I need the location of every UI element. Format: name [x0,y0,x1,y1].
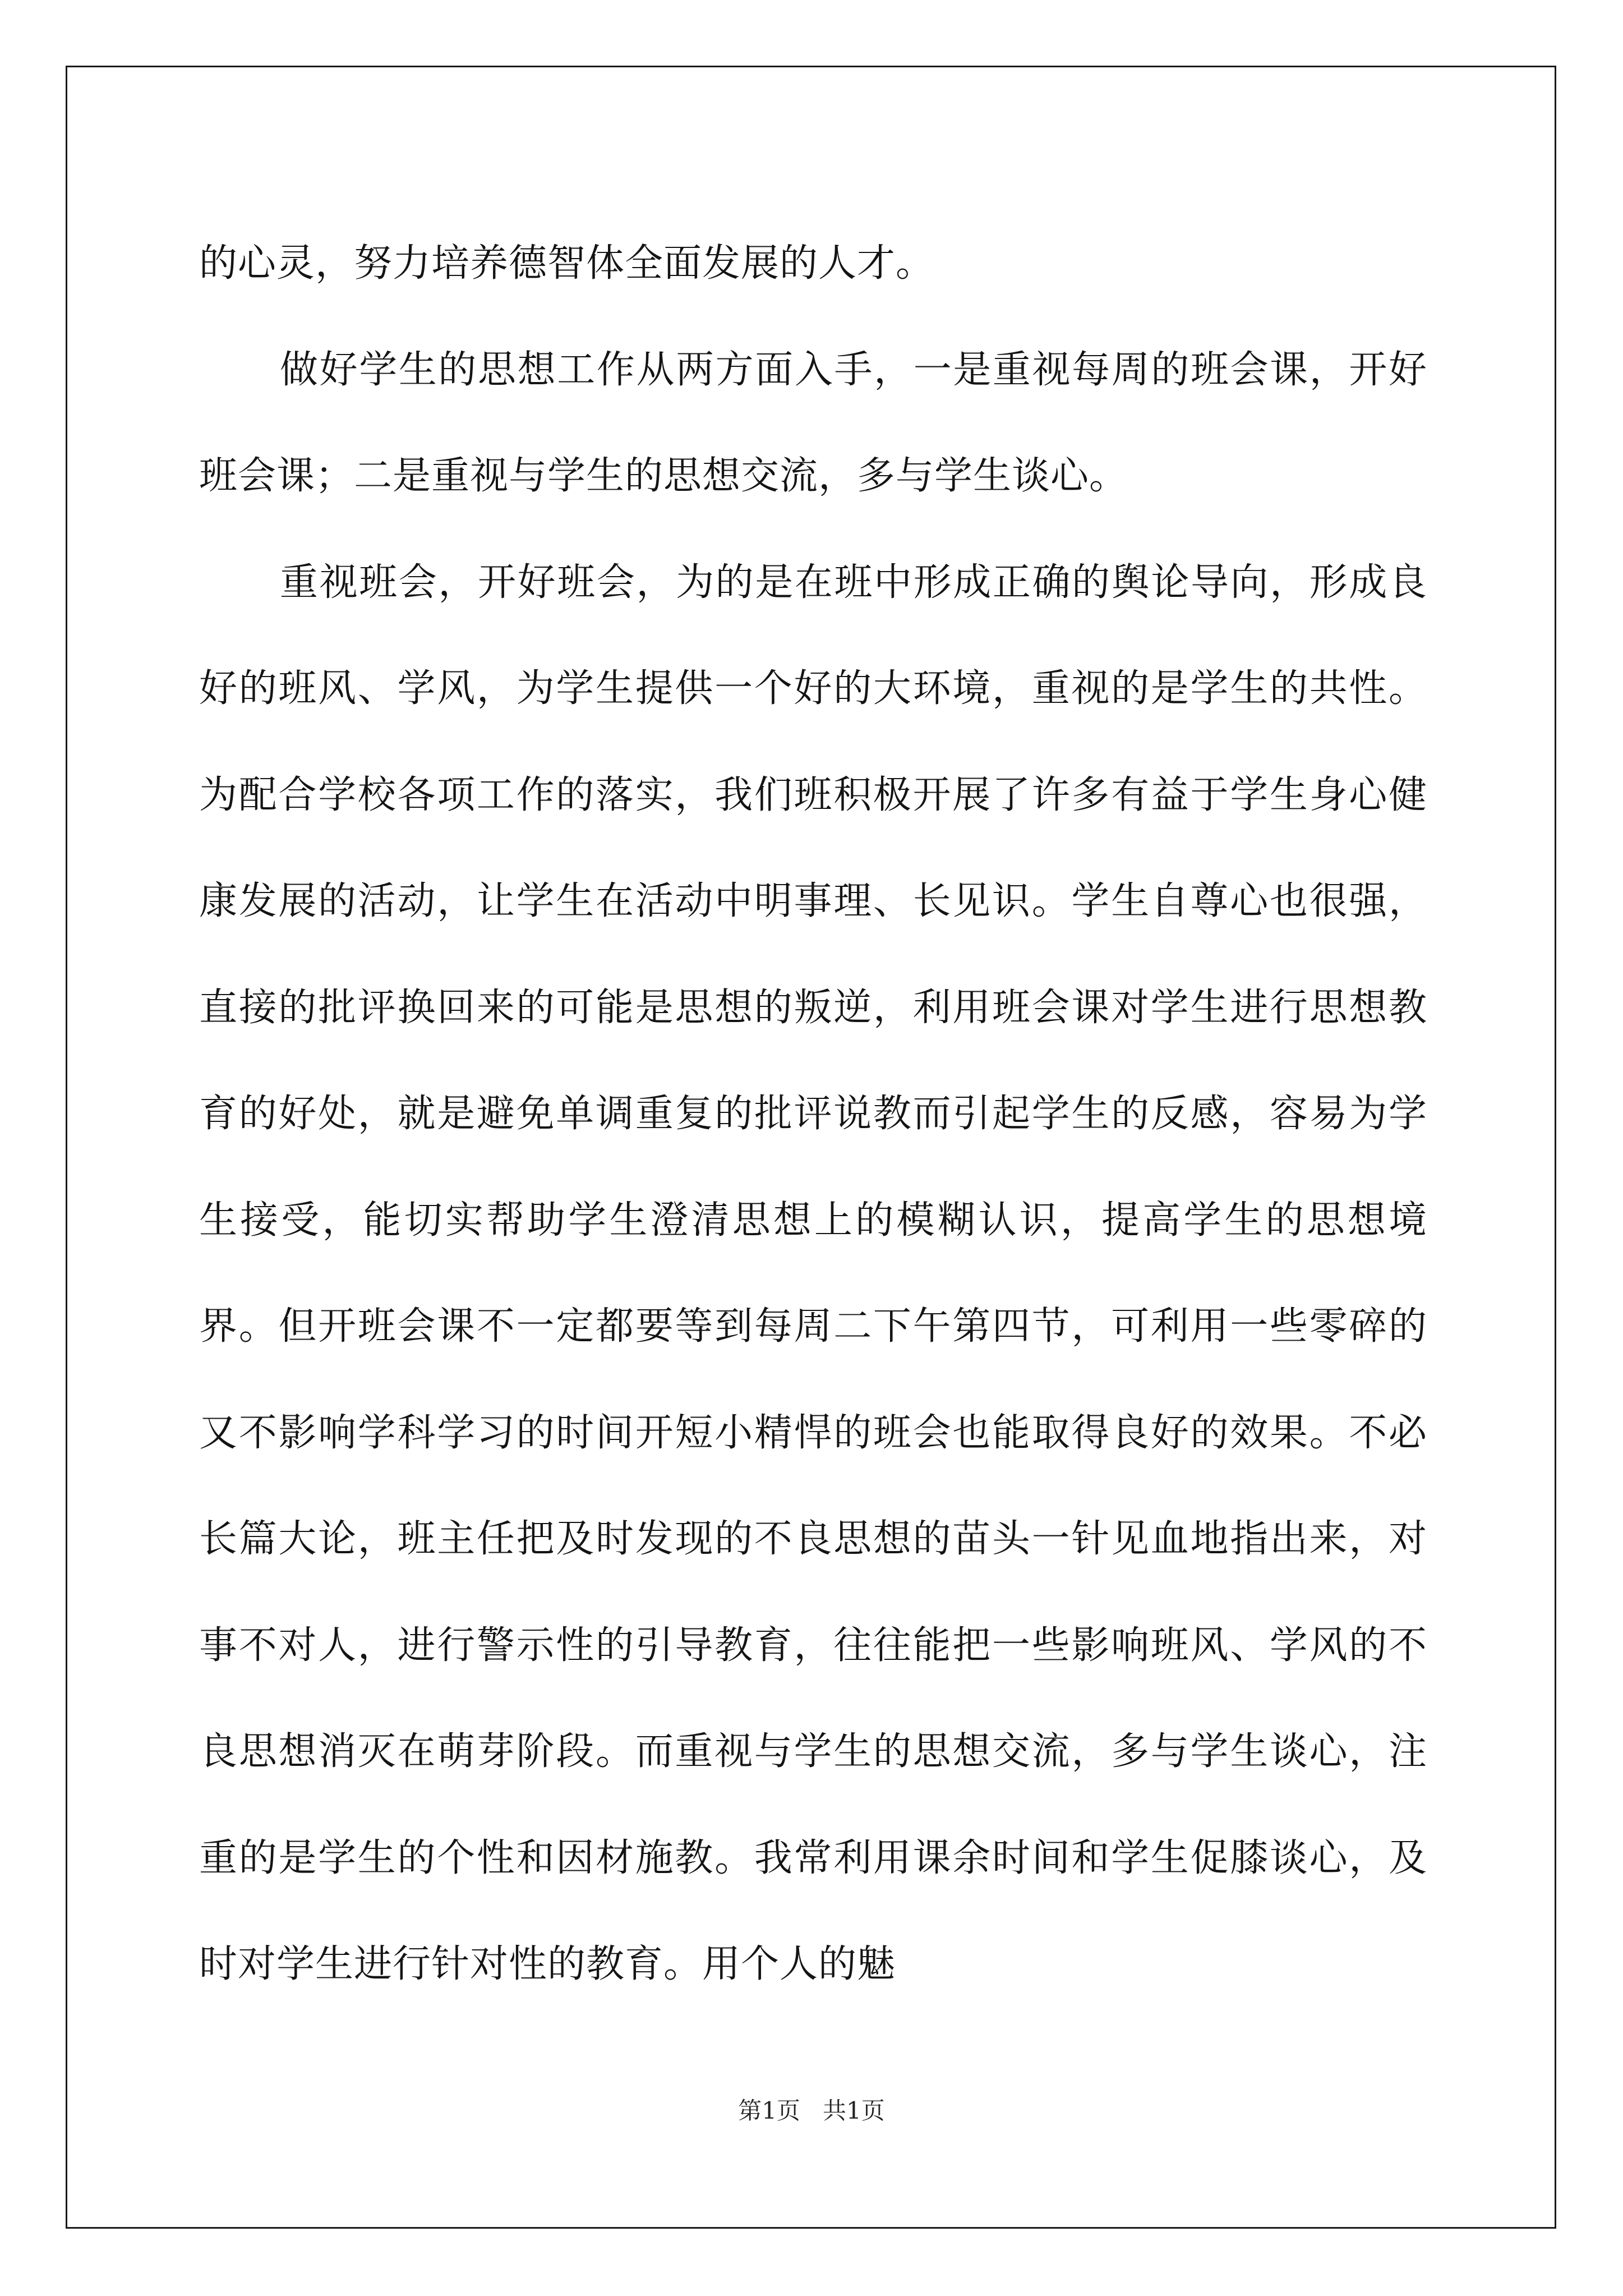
paragraph: 的心灵，努力培养德智体全面发展的人才。 [199,241,935,286]
page-number: 第1页 共1页 [738,2097,885,2124]
document-body [199,210,1427,2018]
paragraph: 做好学生的思想工作从两方面入手，一是重视每周的班会课，开好班会课；二是重视与学生的思想交流，多与学生谈心。 [199,347,1427,498]
paragraph: 重视班会，开好班会，为的是在班中形成正确的舆论导向，形成良好的班风、学风，为学生提供一个好的大环境，重视的是学生的共性。为配合学校各项工作的落实，我们班积极开展了许多有益于学生身心健康发展的活动，让学生在活动中明事理、长见识。学生自尊心也很强，直接的批评换回来的可能是思想的叛逆，利用班会课对学生进行思想教育的好处，就是避免单调重复的批评说教而引起学生的反感，容易为学生接受，能切实帮助学生澄清思想上的模糊认识，提高学生的思想境界。但开班会课不一定都要等到每周二下午第四节，可利用一些零碎的又不影响学科学习的时间开短小精悍的班会也能取得良好的效果。不必长篇大论，班主任把及时发现的不良思想的苗头一针见血地指出来，对事不对人，进行警示性的引导教育，往往能把一些影响班风、学风的不良思想消灭在萌芽阶段。而重视与学生的思想交流，多与学生谈心，注重的是学生的个性和因材施教。我常利用课余时间和学生促膝谈心，及时对学生进行针对性的教育。用个人的魅 [199,560,1427,1986]
